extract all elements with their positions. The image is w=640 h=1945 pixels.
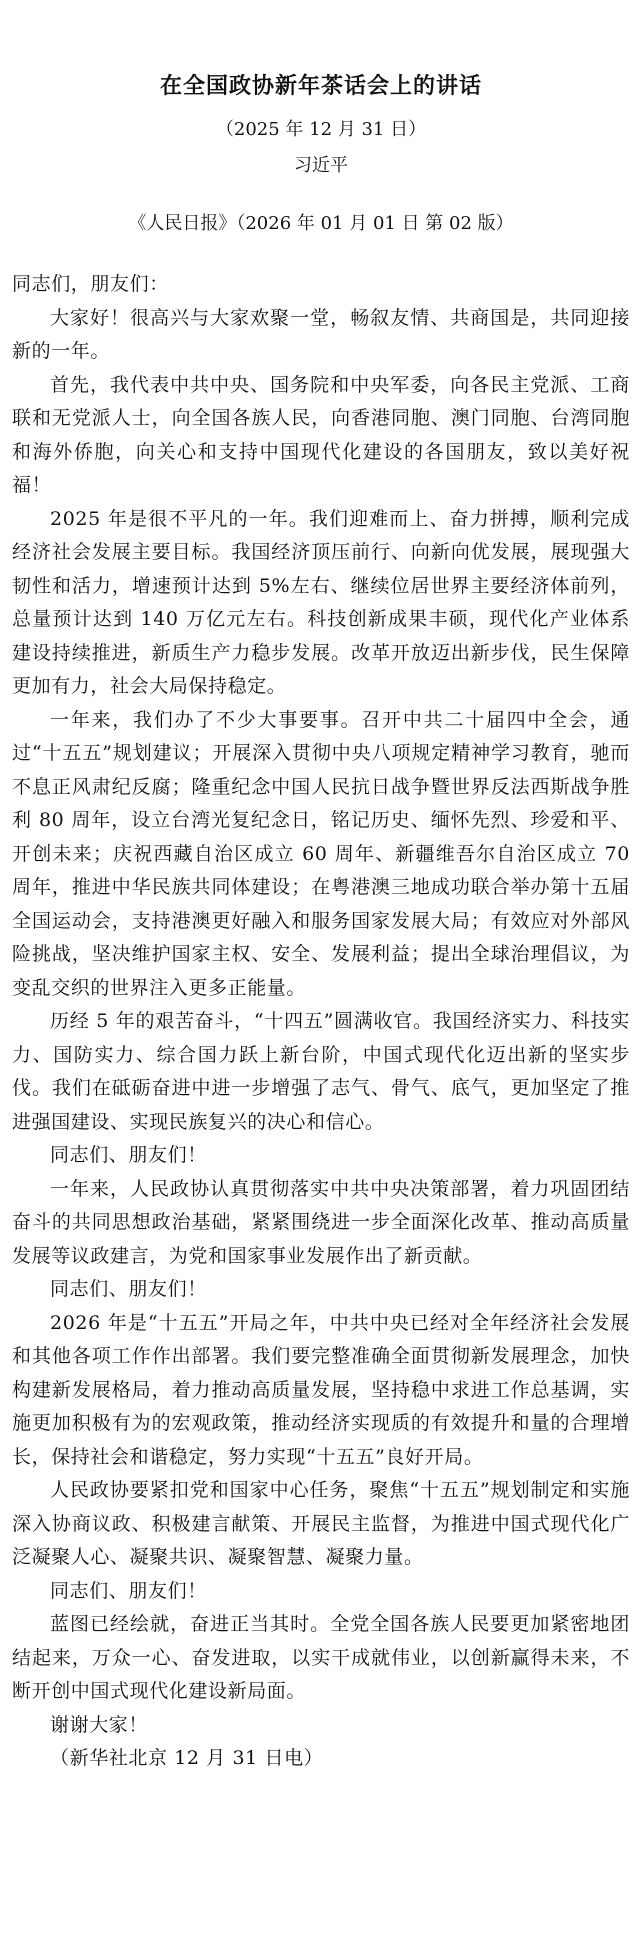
closing-thanks: 谢谢大家！ bbox=[50, 1713, 149, 1736]
paragraph-4: 一年来，我们办了不少大事要事。召开中共二十届四中全会，通过“十五五”规划建议；开展深入贯彻中央八项规定精神学习教育，驰而不息正风肃纪反腐；隆重纪念中国人民抗日战争暨世界反法西斯战争胜利 80 周年，设立台湾光复纪念日，铭记历史、缅怀先烈、珍爱和平、开创未来；庆祝西藏自治区成立 60 周年、新疆维吾尔自治区成立 70 周年，推进中华民族共同体建设；在粤港澳三地成功联合举办第十五届全国运动会，支持港澳更好融入和服务国家发展大局；有效应对外部风险挑战，坚决维护国家主权、安全、发展利益；提出全球治理倡议，为变乱交织的世界注入更多正能量。 bbox=[12, 708, 630, 999]
salutation: 同志们，朋友们： bbox=[12, 273, 169, 295]
news-dateline: （新华社北京 12 月 31 日电） bbox=[50, 1747, 324, 1769]
article-body bbox=[12, 268, 630, 1776]
paragraph-1: 大家好！很高兴与大家欢聚一堂，畅叙友情、共商国是，共同迎接新的一年。 bbox=[12, 306, 630, 362]
publication-source: 《人民日报》（2026 年 01 月 01 日 第 02 版） bbox=[128, 213, 514, 234]
article-title: 在全国政协新年茶话会上的讲话 bbox=[159, 73, 482, 99]
paragraph-9: 蓝图已经绘就，奋进正当其时。全党全国各族人民要更加紧密地团结起来，万众一心、奋发进取，以实干成就伟业，以创新赢得未来，不断开创中国式现代化建设新局面。 bbox=[12, 1613, 630, 1702]
author-name: 习近平 bbox=[294, 155, 348, 176]
paragraph-7: 2026 年是“十五五”开局之年，中共中央已经对全年经济社会发展和其他各项工作作出部署。我们要完整准确全面贯彻新发展理念，加快构建新发展格局，着力推动高质量发展，坚持稳中求进工作总基调，实施更加积极有为的宏观政策，推动经济实现质的有效提升和量的合理增长，保持社会和谐稳定，努力实现“十五五”良好开局。 bbox=[12, 1311, 630, 1468]
paragraph-6: 一年来，人民政协认真贯彻落实中共中央决策部署，着力巩固团结奋斗的共同思想政治基础，紧紧围绕进一步全面深化改革、推动高质量发展等议政建言，为党和国家事业发展作出了新贡献。 bbox=[12, 1177, 630, 1267]
greeting-3: 同志们、朋友们！ bbox=[50, 1579, 207, 1602]
greeting-1: 同志们、朋友们！ bbox=[50, 1144, 207, 1166]
speech-date: （2025 年 12 月 31 日） bbox=[215, 119, 427, 140]
paragraph-8: 人民政协要紧扣党和国家中心任务，聚焦“十五五”规划制定和实施深入协商议政、积极建言献策、开展民主监督，为推进中国式现代化广泛凝聚人心、凝聚共识、凝聚智慧、凝聚力量。 bbox=[12, 1479, 630, 1568]
paragraph-5: 历经 5 年的艰苦奋斗，“十四五”圆满收官。我国经济实力、科技实力、国防实力、综合国力跃上新台阶，中国式现代化迈出新的坚实步伐。我们在砥砺奋进中进一步增强了志气、骨气、底气，更加坚定了推进强国建设、实现民族复兴的决心和信心。 bbox=[12, 1010, 630, 1133]
paragraph-3: 2025 年是很不平凡的一年。我们迎难而上、奋力拼搏，顺利完成经济社会发展主要目标。我国经济顶压前行、向新向优发展，展现强大韧性和活力，增速预计达到 5%左右、继续位居世界主要经济体前列，总量预计达到 140 万亿元左右。科技创新成果丰硕，现代化产业体系建设持续推进，新质生产力稳步发展。改革开放迈出新步伐，民生保障更加有力，社会大局保持稳定。 bbox=[12, 507, 630, 697]
greeting-2: 同志们、朋友们！ bbox=[50, 1278, 207, 1300]
paragraph-2: 首先，我代表中共中央、国务院和中央军委，向各民主党派、工商联和无党派人士，向全国各族人民，向香港同胞、澳门同胞、台湾同胞和海外侨胞，向关心和支持中国现代化建设的各国朋友，致以美好祝福！ bbox=[12, 373, 630, 496]
